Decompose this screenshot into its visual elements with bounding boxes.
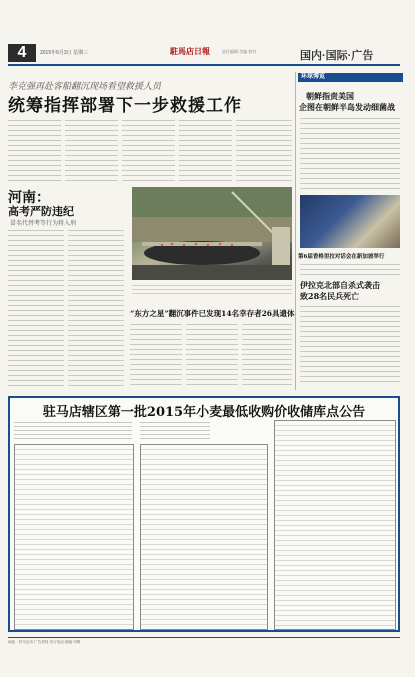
lead-kicker: 李克强再赴客船翻沉现场看望救援人员	[8, 82, 162, 92]
lead-body-col-5	[236, 118, 292, 181]
lead-body-col-1	[8, 118, 61, 181]
editor-line: 责任编辑 美编 校对	[222, 49, 257, 54]
announcement-intro	[14, 420, 132, 440]
henan-subtitle: 高考严防违纪	[8, 205, 74, 218]
sidebar-body	[300, 116, 400, 191]
footer-line: 地址：驻马店市 广告热线 发行电话 邮编 印刷	[8, 637, 400, 647]
depot-table-2	[140, 444, 268, 630]
date-line: 2015年6月3日 星期三	[40, 50, 89, 56]
header-rule	[8, 64, 400, 66]
henan-body-col-1	[8, 228, 64, 386]
lead-headline: 统筹指挥部署下一步救援工作	[8, 96, 242, 116]
ship-body-col-3	[242, 322, 292, 386]
rescue-photo	[132, 187, 292, 280]
rescue-scene-illustration	[132, 187, 292, 280]
henan-title: 河南：	[8, 190, 50, 206]
ship-body-col-1	[130, 322, 182, 386]
rescue-photo-caption	[132, 283, 292, 295]
paper-logo: 駐馬店日報	[170, 46, 210, 56]
conference-photo	[300, 195, 400, 248]
depot-table-1	[14, 444, 134, 630]
henan-deck: 冒名代替考等行为将入刑	[10, 220, 77, 227]
section-title: 国内·国际·广告	[300, 50, 374, 62]
column-divider	[295, 72, 296, 390]
sidebar-story2-line2: 致28名民兵死亡	[300, 291, 360, 301]
page-number: 4	[8, 44, 36, 62]
lead-body-col-3	[122, 118, 175, 181]
ship-body-col-2	[186, 322, 238, 386]
conference-photo-caption: 第6届香格里拉对话会在新加坡举行	[298, 254, 385, 260]
sidebar-headline-1: 朝鲜指责美国	[306, 91, 354, 101]
ship-headline: “东方之星”翻沉事件已发现14名幸存者26具遗体	[130, 309, 295, 318]
sidebar-bar: 环球博览	[298, 73, 403, 82]
announcement-contact	[140, 420, 210, 440]
sidebar-photo-text	[300, 262, 400, 276]
sidebar-story2-line1: 伊拉克北部自杀式袭击	[300, 280, 380, 290]
sidebar-headline-2: 企图在朝鲜半岛发动细菌战	[299, 102, 395, 112]
announcement-title: 驻马店辖区第一批2015年小麦最低收购价收储库点公告	[42, 405, 366, 420]
lead-body-col-2	[65, 118, 118, 181]
sidebar-story2-body	[300, 304, 400, 386]
lead-body-col-4	[179, 118, 232, 181]
depot-table-3	[274, 420, 396, 630]
henan-body-col-2	[68, 228, 124, 386]
